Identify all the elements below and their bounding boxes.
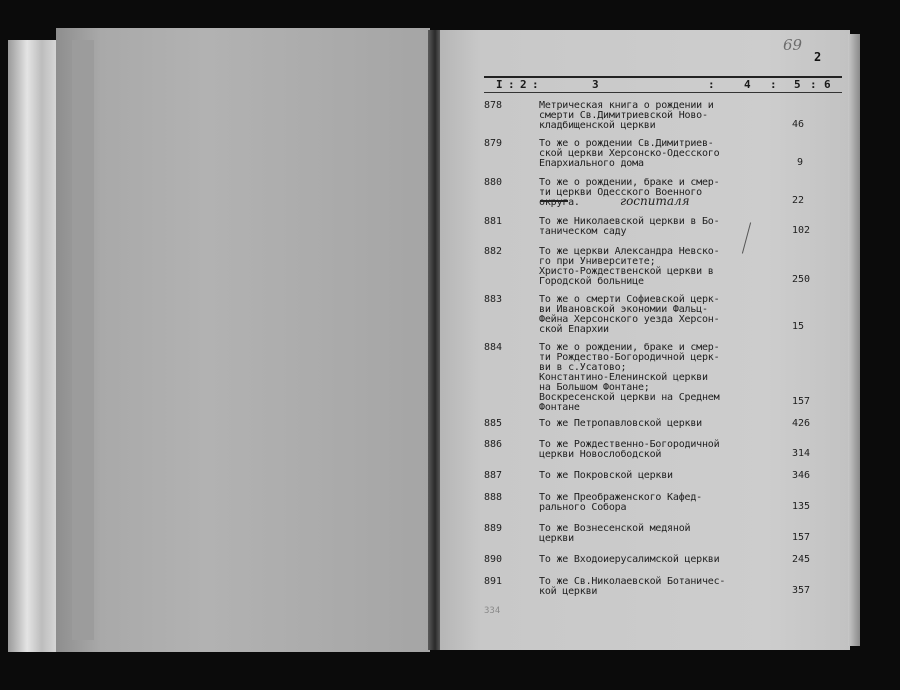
row-description: То же Св.Николаевской Ботаничес- кой церкви bbox=[539, 576, 726, 597]
row-count: 46 bbox=[792, 119, 805, 130]
row-description: То же о рождении, браке и смер- ти Рождество-Богородичной церк- ви в с.Усатово; Константино-Еленинской церкви на Большом Фонтане; Воскресенской церкви на Среднем Фонтане bbox=[539, 342, 720, 413]
row-count: 135 bbox=[792, 501, 811, 512]
row-description: То же Входоиерусалимской церкви bbox=[539, 554, 720, 565]
row-count: 426 bbox=[792, 418, 811, 429]
header-col-1: I bbox=[496, 78, 503, 91]
row-count: 157 bbox=[792, 396, 811, 407]
row-number: 883 bbox=[484, 294, 503, 305]
row-description: Метрическая книга о рождении и смерти Св.Димитриевской Ново- кладбищенской церкви bbox=[539, 100, 714, 131]
row-number: 884 bbox=[484, 342, 503, 353]
row-number: 888 bbox=[484, 492, 503, 503]
strikethrough-mark bbox=[540, 200, 568, 202]
row-count: 250 bbox=[792, 274, 811, 285]
row-number: 890 bbox=[484, 554, 503, 565]
row-number: 882 bbox=[484, 246, 503, 257]
handwritten-note: госпиталя bbox=[620, 194, 690, 208]
row-number: 881 bbox=[484, 216, 503, 227]
row-number: 878 bbox=[484, 100, 503, 111]
row-description: То же Рождественно-Богородичной церкви Новослободской bbox=[539, 439, 720, 460]
row-description: То же о рождении Св.Димитриев- ской церкви Херсонско-Одесского Епархиального дома bbox=[539, 138, 720, 169]
left-page-blank bbox=[56, 28, 430, 652]
row-description: То же Покровской церкви bbox=[539, 470, 673, 481]
row-number: 886 bbox=[484, 439, 503, 450]
row-description: То же церкви Александра Невско- го при Университете; Христо-Рождественской церкви в Городской больнице bbox=[539, 246, 720, 287]
row-description: То же Петропавловской церкви bbox=[539, 418, 702, 429]
header-col-4: 4 bbox=[744, 78, 751, 91]
row-number: 889 bbox=[484, 523, 503, 534]
page-number: 2 bbox=[814, 50, 822, 64]
row-count: 314 bbox=[792, 448, 811, 459]
row-description: То же Николаевской церкви в Бо- таническом саду bbox=[539, 216, 720, 237]
row-count: 357 bbox=[792, 585, 811, 596]
row-count: 15 bbox=[792, 321, 805, 332]
row-count: 157 bbox=[792, 532, 811, 543]
row-count: 102 bbox=[792, 225, 811, 236]
header-col-5: 5 bbox=[794, 78, 801, 91]
row-count: 22 bbox=[792, 195, 805, 206]
row-number: 885 bbox=[484, 418, 503, 429]
left-page-binding-strip bbox=[72, 40, 94, 640]
row-count: 9 bbox=[797, 157, 804, 168]
row-description: То же о смерти Софиевской церк- ви Ивановской экономии Фальц- Фейна Херсонского уезда Херсон- ской Епархии bbox=[539, 294, 720, 335]
row-description: То же Вознесенской медяной церкви bbox=[539, 523, 691, 544]
faint-bleedthrough-number: 334 bbox=[484, 606, 501, 616]
row-description: То же о рождении, браке и смер- ти церкви Одесского Военного округа. bbox=[539, 177, 720, 208]
row-number: 891 bbox=[484, 576, 503, 587]
row-count: 346 bbox=[792, 470, 811, 481]
row-count: 245 bbox=[792, 554, 811, 565]
header-col-6: 6 bbox=[824, 78, 831, 91]
sheet-number: 69 bbox=[783, 36, 803, 54]
table-header: I : 2 : 3 : 4 : 5 : 6 bbox=[484, 76, 842, 93]
row-number: 879 bbox=[484, 138, 503, 149]
header-col-2: 2 bbox=[520, 78, 527, 91]
row-number: 880 bbox=[484, 177, 503, 188]
page-edges-left bbox=[8, 40, 56, 652]
header-col-3: 3 bbox=[592, 78, 599, 91]
page-edges-right bbox=[848, 34, 860, 646]
row-description: То же Преображенского Кафед- рального Собора bbox=[539, 492, 702, 513]
row-number: 887 bbox=[484, 470, 503, 481]
